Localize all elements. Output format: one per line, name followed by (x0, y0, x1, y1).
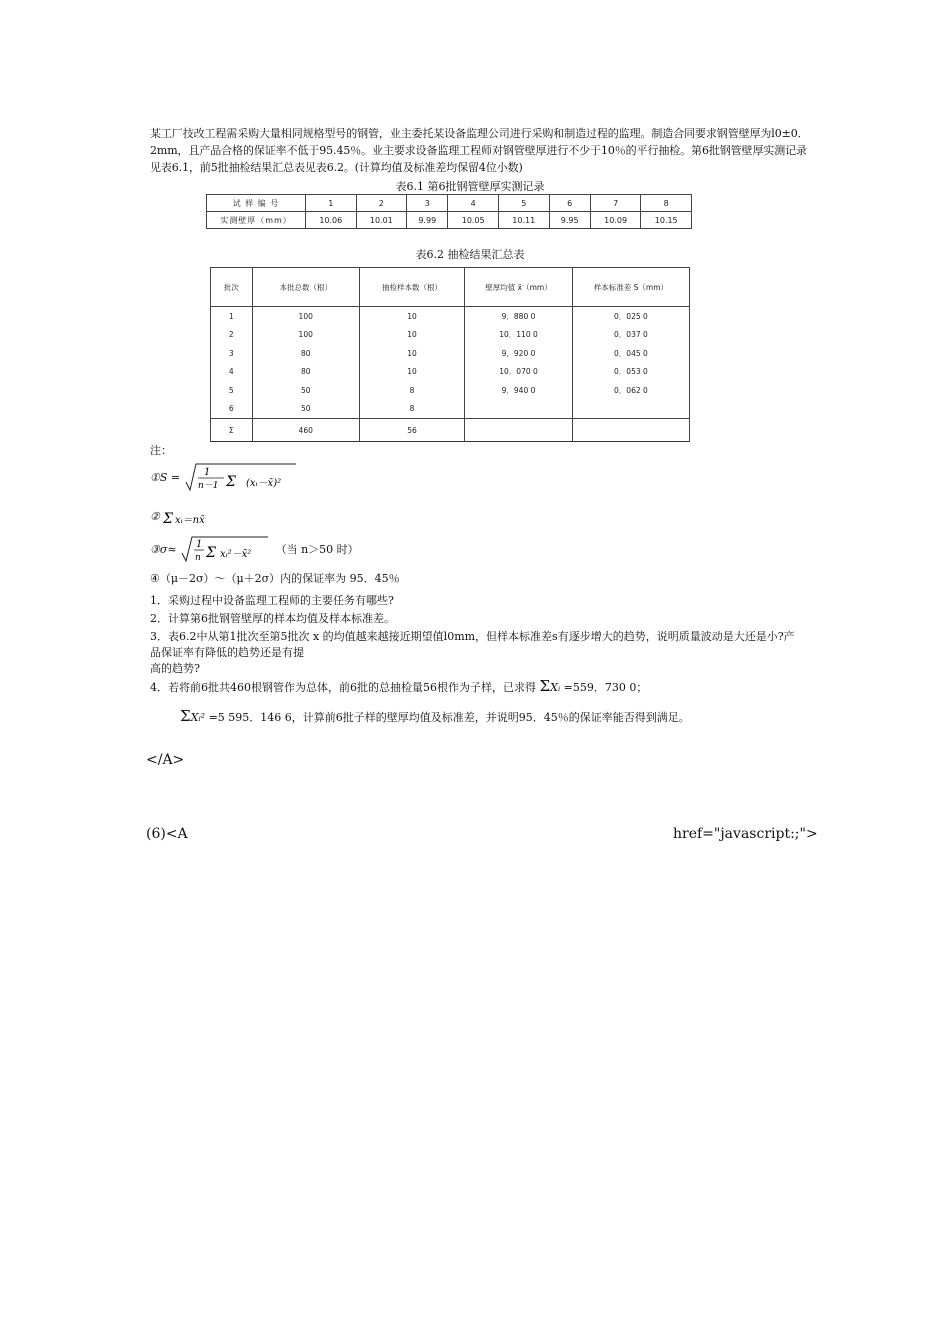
stray-tag-close: </A> (146, 752, 185, 768)
table2-cell: 2 (211, 326, 253, 345)
table2-header: 抽检样本数（根） (359, 268, 464, 307)
table1-caption: 表6.1 第6批钢管壁厚实测记录 (395, 180, 545, 193)
table-row (211, 363, 690, 382)
svg-text:Σ: Σ (225, 474, 236, 490)
table2-cell: 8 (359, 381, 464, 400)
table2-cell: 80 (252, 344, 359, 363)
question-4-continued: ΣXᵢ² =5 595．146 6，计算前6批子样的壁厚均值及标准差，并说明95．45％的保证率能否得到满足。 (180, 707, 690, 725)
question-2: 2．计算第6批钢管壁厚的样本均值及样本标准差。 (150, 612, 395, 625)
table2-cell (465, 419, 573, 442)
table1-value: 10.01 (356, 212, 407, 229)
table-row (211, 326, 690, 345)
table1-value: 10.11 (498, 212, 549, 229)
table2-cell: 9．940 0 (465, 381, 573, 400)
intro-paragraph: 某工厂技改工程需采购大量相同规格型号的钢管，业主委托某设备监理公司进行采购和制造过程的监理。制造合同要求钢管壁厚为l0±0．2mm，且产品合格的保证率不低于95.45％。业主要求设备监理工程师对钢管壁厚进行不少于10％的平行抽检。第6批钢管壁厚实测记录见表6.1，前5批抽检结果汇总表见表6.2。(计算均值及标准差均保留4位小数) (150, 127, 809, 174)
table1-value: 9.99 (407, 212, 448, 229)
table2-cell: 50 (252, 400, 359, 419)
svg-text:n－1: n－1 (197, 481, 219, 491)
question-4-text: 4．若将前6批共460根钢管作为总体，前6批的总抽检量56根作为子样，已求得 (150, 681, 536, 694)
table2-sum-row (211, 419, 690, 442)
table2-cell (465, 400, 573, 419)
formula-3-condition: （当 n＞50 时） (275, 543, 359, 556)
table1-value: 10.06 (306, 212, 357, 229)
table-row (211, 344, 690, 363)
sum-symbol-icon: Σ (539, 677, 551, 695)
svg-text:Σ: Σ (163, 511, 174, 527)
table-row (211, 400, 690, 419)
question-4b-value: =5 595．146 6，计算前6批子样的壁厚均值及标准差，并说明95．45％的保证率能否得到满足。 (208, 711, 690, 724)
table2-cell: 5 (211, 381, 253, 400)
table-row (211, 381, 690, 400)
table2-cell (572, 400, 689, 419)
table1-id: 8 (641, 195, 692, 212)
table1-id: 5 (498, 195, 549, 212)
table2-cell: 1 (211, 307, 253, 326)
table2-cell: 10 (359, 363, 464, 382)
formula-2-label: ② (150, 510, 160, 523)
svg-text:Σ: Σ (206, 545, 216, 561)
table2-cell: 100 (252, 326, 359, 345)
table1-id: 3 (407, 195, 448, 212)
table2-cell: 50 (252, 381, 359, 400)
svg-text:1: 1 (203, 467, 210, 478)
table2-header: 样本标准差 S（mm） (572, 268, 689, 307)
table2-cell: 56 (359, 419, 464, 442)
table2-cell: 10 (359, 344, 464, 363)
table1-id-row (207, 195, 692, 212)
table2-cell (572, 419, 689, 442)
table1-id: 1 (306, 195, 357, 212)
table2-cell: 0．062 0 (572, 381, 689, 400)
table2-cell: Σ (211, 419, 253, 442)
formula-1-label: ①S = (150, 471, 181, 484)
table2-cell: 6 (211, 400, 253, 419)
table2-cell: 10．070 0 (465, 363, 573, 382)
formula-3-graphic (180, 535, 272, 565)
table1-value: 10.09 (590, 212, 641, 229)
formula-1-graphic (184, 462, 324, 494)
table2 (210, 267, 690, 442)
table1-value: 10.05 (448, 212, 499, 229)
svg-text:(xᵢ－x̄)²: (xᵢ－x̄)² (245, 478, 281, 489)
table2-header: 批次 (211, 268, 253, 307)
stray-tag-open: (6)<A (146, 826, 188, 842)
svg-text:1: 1 (196, 539, 203, 550)
question-3: 3．表6.2中从第1批次至第5批次 x 的均值越来越接近期望值l0mm，但样本标准差s有逐步增大的趋势，说明质量波动是大还是小?产品保证率有降低的趋势还是有提 (150, 630, 795, 659)
table2-header-row (211, 268, 690, 307)
svg-text:xᵢ＝nx̄: xᵢ＝nx̄ (175, 515, 206, 526)
table1 (206, 194, 692, 229)
table2-cell: 4 (211, 363, 253, 382)
table1-id: 7 (590, 195, 641, 212)
table1-row-header-ids: 试 样 编 号 (207, 195, 306, 212)
table2-cell: 3 (211, 344, 253, 363)
formula-3-label: ③σ≈ (150, 543, 177, 556)
table1-id: 6 (549, 195, 590, 212)
sum-symbol-icon: Σ (180, 707, 191, 725)
table2-header: 本批总数（根） (252, 268, 359, 307)
table2-cell: 0．053 0 (572, 363, 689, 382)
table-row (211, 307, 690, 326)
question-1: 1．采购过程中设备监理工程师的主要任务有哪些? (150, 594, 394, 607)
svg-text:n: n (195, 553, 201, 563)
formula-1 (150, 462, 324, 494)
table1-value: 10.15 (641, 212, 692, 229)
formula-4: ④（μ－2σ）～（μ＋2σ）内的保证率为 95．45％ (150, 572, 400, 585)
formula-2 (150, 505, 223, 529)
table2-cell: 10．110 0 (465, 326, 573, 345)
table2-cell: 0．037 0 (572, 326, 689, 345)
table2-cell: 8 (359, 400, 464, 419)
note-label: 注： (150, 444, 172, 457)
table2-caption: 表6.2 抽检结果汇总表 (415, 248, 525, 261)
table2-cell: 100 (252, 307, 359, 326)
formula-3 (150, 535, 359, 565)
table2-cell: 0．045 0 (572, 344, 689, 363)
question-4: 4．若将前6批共460根钢管作为总体，前6批的总抽检量56根作为子样，已求得 ΣXᵢ =559．730 0； (150, 677, 648, 695)
table1-id: 2 (356, 195, 407, 212)
table1-value: 9.95 (549, 212, 590, 229)
table2-cell: 0．025 0 (572, 307, 689, 326)
table1-row-header-values: 实测壁厚（mm） (207, 212, 306, 229)
table2-cell: 460 (252, 419, 359, 442)
question-4-value: =559．730 0； (563, 681, 648, 694)
table2-cell: 80 (252, 363, 359, 382)
table1-id: 4 (448, 195, 499, 212)
table2-cell: 10 (359, 326, 464, 345)
formula-2-graphic (163, 505, 223, 529)
svg-text:xᵢ²－x̄²: xᵢ²－x̄² (220, 549, 252, 560)
stray-tag-href: href="javascript:;"> (673, 826, 818, 842)
table2-header: 壁厚均值 x̄（mm） (465, 268, 573, 307)
table2-cell: 9．880 0 (465, 307, 573, 326)
table1-value-row (207, 212, 692, 229)
table2-cell: 10 (359, 307, 464, 326)
question-3-continued: 高的趋势? (150, 662, 200, 675)
table2-cell: 9．920 0 (465, 344, 573, 363)
